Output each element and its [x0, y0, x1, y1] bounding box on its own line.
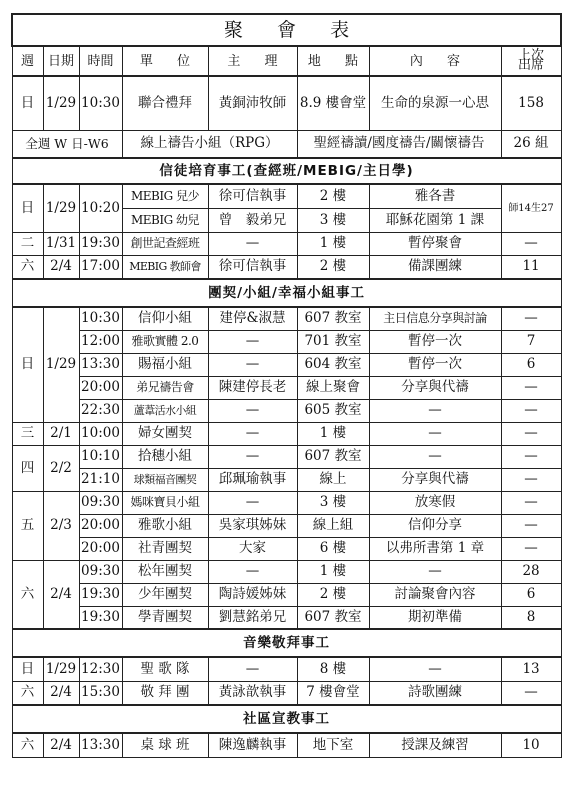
week-cell: 五: [12, 491, 43, 560]
section-heading-music: 音樂敬拜事工: [12, 629, 561, 657]
host-cell: 徐可信執事: [208, 184, 297, 208]
content-cell: —: [369, 657, 501, 681]
page-title: 聚 會 表: [12, 14, 561, 46]
unit-cell: 蘆葦活水小組: [122, 399, 208, 422]
date-cell: 2/4: [43, 681, 79, 705]
date-cell: 1/29: [43, 307, 79, 422]
place-cell: 線上聚會: [297, 376, 369, 399]
host-cell: —: [208, 399, 297, 422]
place-cell: 604 教室: [297, 353, 369, 376]
count-cell: —: [501, 232, 561, 255]
count-cell: —: [501, 537, 561, 560]
place-cell: 607 教室: [297, 307, 369, 330]
content-cell: 以弗所書第 1 章: [369, 537, 501, 560]
section-heading-community: 社區宣教事工: [12, 705, 561, 733]
count-cell: 10: [501, 733, 561, 757]
time-cell: 09:30: [79, 491, 122, 514]
date-cell: 1/31: [43, 232, 79, 255]
time-cell: 10:30: [79, 307, 122, 330]
week-cell: 日: [12, 307, 43, 422]
time-cell: 12:00: [79, 330, 122, 353]
unit-cell: 聯合禮拜: [122, 76, 208, 130]
place-cell: 7 樓會堂: [297, 681, 369, 705]
place-cell: 6 樓: [297, 537, 369, 560]
content-cell: —: [369, 422, 501, 445]
time-cell: 22:30: [79, 399, 122, 422]
section-heading-fellowship: 團契/小組/幸福小組事工: [12, 279, 561, 307]
time-cell: 19:30: [79, 232, 122, 255]
place-cell: 線上: [297, 468, 369, 491]
place-cell: 1 樓: [297, 560, 369, 583]
content-cell: 期初準備: [369, 606, 501, 629]
content-cell: 暫停一次: [369, 353, 501, 376]
content-cell: 討論聚會內容: [369, 583, 501, 606]
date-cell: 2/3: [43, 491, 79, 560]
week-cell: 三: [12, 422, 43, 445]
count-cell: —: [501, 399, 561, 422]
unit-cell: MEBIG 幼兒: [122, 208, 208, 232]
unit-cell: 信仰小組: [122, 307, 208, 330]
place-cell: 701 教室: [297, 330, 369, 353]
count-cell: —: [501, 422, 561, 445]
count-cell: —: [501, 376, 561, 399]
host-cell: —: [208, 445, 297, 468]
host-cell: 陶詩媛姊妹: [208, 583, 297, 606]
host-cell: 建停&淑慧: [208, 307, 297, 330]
week-cell: 六: [12, 681, 43, 705]
header-content: 內 容: [369, 46, 501, 76]
time-cell: 20:00: [79, 537, 122, 560]
content-cell: 暫停聚會: [369, 232, 501, 255]
header-host: 主 理: [208, 46, 297, 76]
place-cell: 2 樓: [297, 255, 369, 279]
header-last-attendance: 上次出席: [501, 46, 561, 76]
count-cell: 6: [501, 353, 561, 376]
content-cell: 雅各書: [369, 184, 501, 208]
content-cell: 聖經禱讀/國度禱告/關懷禱告: [297, 130, 501, 158]
content-cell: 放寒假: [369, 491, 501, 514]
time-cell: 09:30: [79, 560, 122, 583]
date-cell: 2/1: [43, 422, 79, 445]
host-cell: 大家: [208, 537, 297, 560]
host-cell: 陳建停長老: [208, 376, 297, 399]
content-cell: 耶穌花園第 1 課: [369, 208, 501, 232]
host-cell: 吳家琪姊妹: [208, 514, 297, 537]
count-cell: —: [501, 491, 561, 514]
time-cell: 13:30: [79, 353, 122, 376]
host-cell: 邱珮瑜執事: [208, 468, 297, 491]
count-cell: 13: [501, 657, 561, 681]
date-cell: 1/29: [43, 76, 79, 130]
host-cell: 曾 毅弟兄: [208, 208, 297, 232]
header-unit: 單 位: [122, 46, 208, 76]
place-cell: 607 教室: [297, 606, 369, 629]
date-cell: 2/4: [43, 255, 79, 279]
header-time: 時間: [79, 46, 122, 76]
host-cell: 黃銅沛牧師: [208, 76, 297, 130]
time-cell: 17:00: [79, 255, 122, 279]
count-cell: 8: [501, 606, 561, 629]
time-cell: 15:30: [79, 681, 122, 705]
content-cell: 信仰分享: [369, 514, 501, 537]
week-cell: 四: [12, 445, 43, 491]
time-cell: 10:20: [79, 184, 122, 232]
weekly-schedule-cell: 全週 W 日-W6: [12, 130, 122, 158]
count-cell: —: [501, 681, 561, 705]
meeting-schedule-sheet: [11, 13, 560, 758]
host-cell: —: [208, 491, 297, 514]
count-cell: —: [501, 445, 561, 468]
week-cell: 六: [12, 560, 43, 629]
date-cell: 2/4: [43, 733, 79, 757]
unit-cell: 拾穗小組: [122, 445, 208, 468]
time-cell: 21:10: [79, 468, 122, 491]
place-cell: 607 教室: [297, 445, 369, 468]
unit-cell: 弟兄禱告會: [122, 376, 208, 399]
header-place: 地 點: [297, 46, 369, 76]
unit-cell: 社青團契: [122, 537, 208, 560]
meeting-schedule-table: [11, 13, 562, 758]
unit-cell: 學青團契: [122, 606, 208, 629]
count-cell: 28: [501, 560, 561, 583]
week-cell: 日: [12, 657, 43, 681]
place-cell: 線上組: [297, 514, 369, 537]
place-cell: 605 教室: [297, 399, 369, 422]
date-cell: 1/29: [43, 184, 79, 232]
unit-cell: 媽咪寶貝小組: [122, 491, 208, 514]
week-cell: 六: [12, 255, 43, 279]
unit-cell: 創世記查經班: [122, 232, 208, 255]
time-cell: 19:30: [79, 583, 122, 606]
count-cell: —: [501, 468, 561, 491]
time-cell: 20:00: [79, 376, 122, 399]
content-cell: —: [369, 399, 501, 422]
host-cell: 徐可信執事: [208, 255, 297, 279]
unit-cell: 桌 球 班: [122, 733, 208, 757]
time-cell: 10:00: [79, 422, 122, 445]
host-cell: —: [208, 232, 297, 255]
unit-cell: 敬 拜 團: [122, 681, 208, 705]
place-cell: 2 樓: [297, 583, 369, 606]
place-cell: 3 樓: [297, 491, 369, 514]
count-cell: 158: [501, 76, 561, 130]
time-cell: 10:10: [79, 445, 122, 468]
host-cell: 黃詠歆執事: [208, 681, 297, 705]
count-cell: 6: [501, 583, 561, 606]
count-cell: 7: [501, 330, 561, 353]
count-cell: 26 組: [501, 130, 561, 158]
unit-cell: 球類福音團契: [122, 468, 208, 491]
unit-cell: 線上禱告小組（RPG）: [122, 130, 297, 158]
place-cell: 8 樓: [297, 657, 369, 681]
place-cell: 2 樓: [297, 184, 369, 208]
time-cell: 13:30: [79, 733, 122, 757]
host-cell: 陳逸麟執事: [208, 733, 297, 757]
date-cell: 2/4: [43, 560, 79, 629]
unit-cell: 賜福小組: [122, 353, 208, 376]
unit-cell: 婦女團契: [122, 422, 208, 445]
count-cell: 師14生27: [501, 184, 561, 232]
host-cell: —: [208, 422, 297, 445]
content-cell: 暫停一次: [369, 330, 501, 353]
host-cell: 劉慧銘弟兄: [208, 606, 297, 629]
date-cell: 1/29: [43, 657, 79, 681]
place-cell: 8.9 樓會堂: [297, 76, 369, 130]
header-week: 週: [12, 46, 43, 76]
content-cell: 詩歌團練: [369, 681, 501, 705]
date-cell: 2/2: [43, 445, 79, 491]
time-cell: 12:30: [79, 657, 122, 681]
host-cell: —: [208, 353, 297, 376]
content-cell: 授課及練習: [369, 733, 501, 757]
place-cell: 1 樓: [297, 422, 369, 445]
content-cell: 分享與代禱: [369, 376, 501, 399]
section-heading-training: 信徒培育事工(查經班/MEBIG/主日學): [12, 158, 561, 184]
content-cell: —: [369, 445, 501, 468]
host-cell: —: [208, 560, 297, 583]
content-cell: 生命的泉源一心思: [369, 76, 501, 130]
unit-cell: 少年團契: [122, 583, 208, 606]
time-cell: 10:30: [79, 76, 122, 130]
week-cell: 日: [12, 76, 43, 130]
unit-cell: 雅歌實體 2.0: [122, 330, 208, 353]
content-cell: —: [369, 560, 501, 583]
header-date: 日期: [43, 46, 79, 76]
place-cell: 1 樓: [297, 232, 369, 255]
host-cell: —: [208, 330, 297, 353]
count-cell: —: [501, 307, 561, 330]
count-cell: 11: [501, 255, 561, 279]
unit-cell: 聖 歌 隊: [122, 657, 208, 681]
time-cell: 19:30: [79, 606, 122, 629]
host-cell: —: [208, 657, 297, 681]
content-cell: 主日信息分享與討論: [369, 307, 501, 330]
unit-cell: 松年團契: [122, 560, 208, 583]
content-cell: 備課團練: [369, 255, 501, 279]
week-cell: 六: [12, 733, 43, 757]
place-cell: 地下室: [297, 733, 369, 757]
unit-cell: 雅歌小組: [122, 514, 208, 537]
time-cell: 20:00: [79, 514, 122, 537]
week-cell: 日: [12, 184, 43, 232]
week-cell: 二: [12, 232, 43, 255]
count-cell: —: [501, 514, 561, 537]
place-cell: 3 樓: [297, 208, 369, 232]
content-cell: 分享與代禱: [369, 468, 501, 491]
unit-cell: MEBIG 教師會: [122, 255, 208, 279]
unit-cell: MEBIG 兒少: [122, 184, 208, 208]
